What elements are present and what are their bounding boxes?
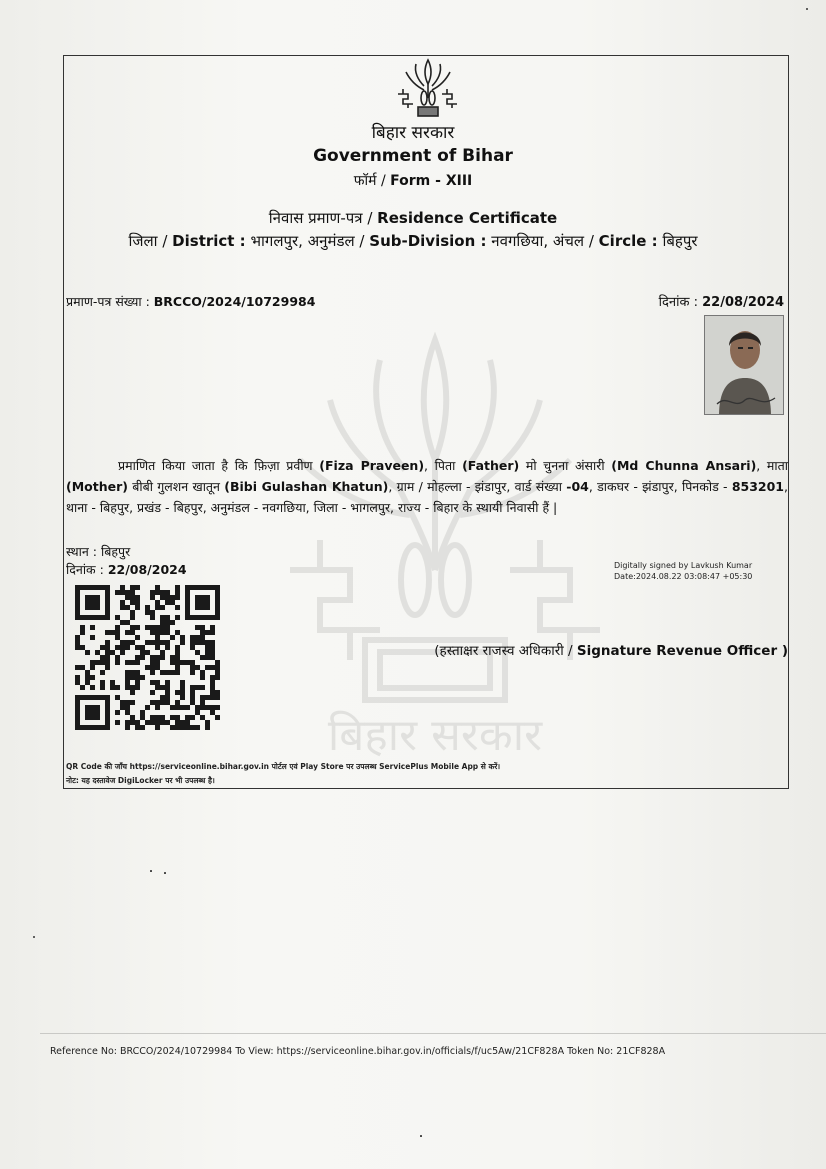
- form-label-hindi: फॉर्म /: [353, 173, 386, 189]
- ward-number: -04: [566, 479, 589, 494]
- body-text: , डाकघर - झंडापुर, पिनकोड -: [588, 479, 728, 494]
- circle-label: Circle :: [598, 232, 658, 250]
- form-title: [0, 171, 826, 190]
- certificate-number-value: BRCCO/2024/10729984: [153, 294, 316, 309]
- body-text: , माता: [756, 458, 788, 473]
- subdivision-label: Sub-Division :: [369, 232, 487, 250]
- issue-date-value: 22/08/2024: [702, 295, 784, 310]
- digital-signature-date: Date:2024.08.22 03:08:47 +05:30: [614, 572, 753, 581]
- paper-speck: [806, 8, 808, 10]
- body-text: , ग्राम / मोहल्ला - झंडापुर, वार्ड संख्या: [388, 479, 563, 494]
- pincode: 853201: [731, 479, 784, 494]
- government-title-hindi: बिहार सरकार: [371, 123, 455, 143]
- qr-modules: [75, 585, 220, 730]
- signature-caption: [434, 641, 788, 659]
- mother-label: (Mother): [66, 479, 128, 494]
- paper-speck: [420, 1135, 422, 1137]
- father-label: (Father): [462, 458, 520, 473]
- applicant-name: (Fiza Praveen): [319, 458, 425, 473]
- signing-date: [66, 561, 187, 578]
- footer-divider: [40, 1033, 826, 1034]
- issue-date-label: दिनांक :: [658, 295, 698, 310]
- issue-date: [659, 292, 784, 310]
- signature-caption-hindi: (हस्ताक्षर राजस्व अधिकारी /: [434, 643, 573, 659]
- certificate-title: [0, 208, 826, 228]
- certificate-title-hindi: निवास प्रमाण-पत्र /: [268, 209, 373, 227]
- bihar-emblem-watermark: [270, 320, 600, 760]
- district-label-hindi: जिला /: [128, 232, 168, 250]
- digilocker-note: नोट: यह दस्तावेज DigiLocker पर भी उपलब्ध है।: [66, 776, 215, 785]
- signature-caption-english: Signature Revenue Officer ): [576, 643, 788, 659]
- paper-speck: [164, 872, 166, 874]
- jurisdiction-line: [0, 231, 826, 251]
- verification-qr-code[interactable]: [75, 585, 220, 730]
- place-value: बिहपुर: [100, 544, 131, 559]
- mother-name-hindi: बीबी गुलशन खातून: [132, 479, 220, 494]
- bihar-emblem-logo: [394, 58, 462, 118]
- applicant-photo: [704, 315, 784, 415]
- applicant-portrait: [705, 316, 784, 415]
- certificate-body: [66, 455, 788, 518]
- body-text: , थाना - बिहपुर, प्रखंड - बिहपुर, अनुमंडल - नवगछिया, जिला - भागलपुर, राज्य - बिहार के स्थायी निवासी हैं |: [66, 479, 788, 515]
- body-text: प्रमाणित किया जाता है कि फ़िज़ा प्रवीण: [118, 458, 313, 473]
- circle-value: बिहपुर: [662, 232, 698, 250]
- reference-footer: Reference No: BRCCO/2024/10729984 To View: https://serviceonline.bihar.gov.in/officials/f/uc5Aw/21CF828A Token No: 21CF828A: [50, 1046, 666, 1057]
- paper-speck: [33, 936, 35, 938]
- watermark-text: बिहार सरकार: [327, 710, 543, 760]
- signing-date-label: दिनांक :: [66, 562, 104, 577]
- signing-date-value: 22/08/2024: [107, 562, 187, 577]
- paper-speck: [150, 870, 152, 872]
- form-label-english: Form - XIII: [390, 173, 473, 189]
- father-name: (Md Chunna Ansari): [611, 458, 757, 473]
- government-title-english: Government of Bihar: [313, 146, 513, 166]
- district-value: भागलपुर, अनुमंडल /: [250, 232, 365, 250]
- certificate-number: [66, 293, 315, 310]
- qr-verification-note: QR Code की जाँच https://serviceonline.bihar.gov.in पोर्टल एवं Play Store पर उपलब्ध ServicePlus Mobile App से करें।: [66, 762, 501, 771]
- place: [66, 543, 130, 560]
- certificate-title-english: Residence Certificate: [377, 209, 558, 227]
- digital-signature-signer: Digitally signed by Lavkush Kumar: [614, 561, 753, 570]
- body-text: , पिता: [424, 458, 456, 473]
- certificate-number-label: प्रमाण-पत्र संख्या :: [66, 294, 150, 309]
- father-name-hindi: मो चुनना अंसारी: [525, 458, 605, 473]
- digital-signature: [614, 560, 752, 582]
- place-label: स्थान :: [66, 544, 97, 559]
- district-label-english: District :: [172, 232, 246, 250]
- subdivision-value: नवगछिया, अंचल /: [491, 232, 594, 250]
- mother-name: (Bibi Gulashan Khatun): [224, 479, 389, 494]
